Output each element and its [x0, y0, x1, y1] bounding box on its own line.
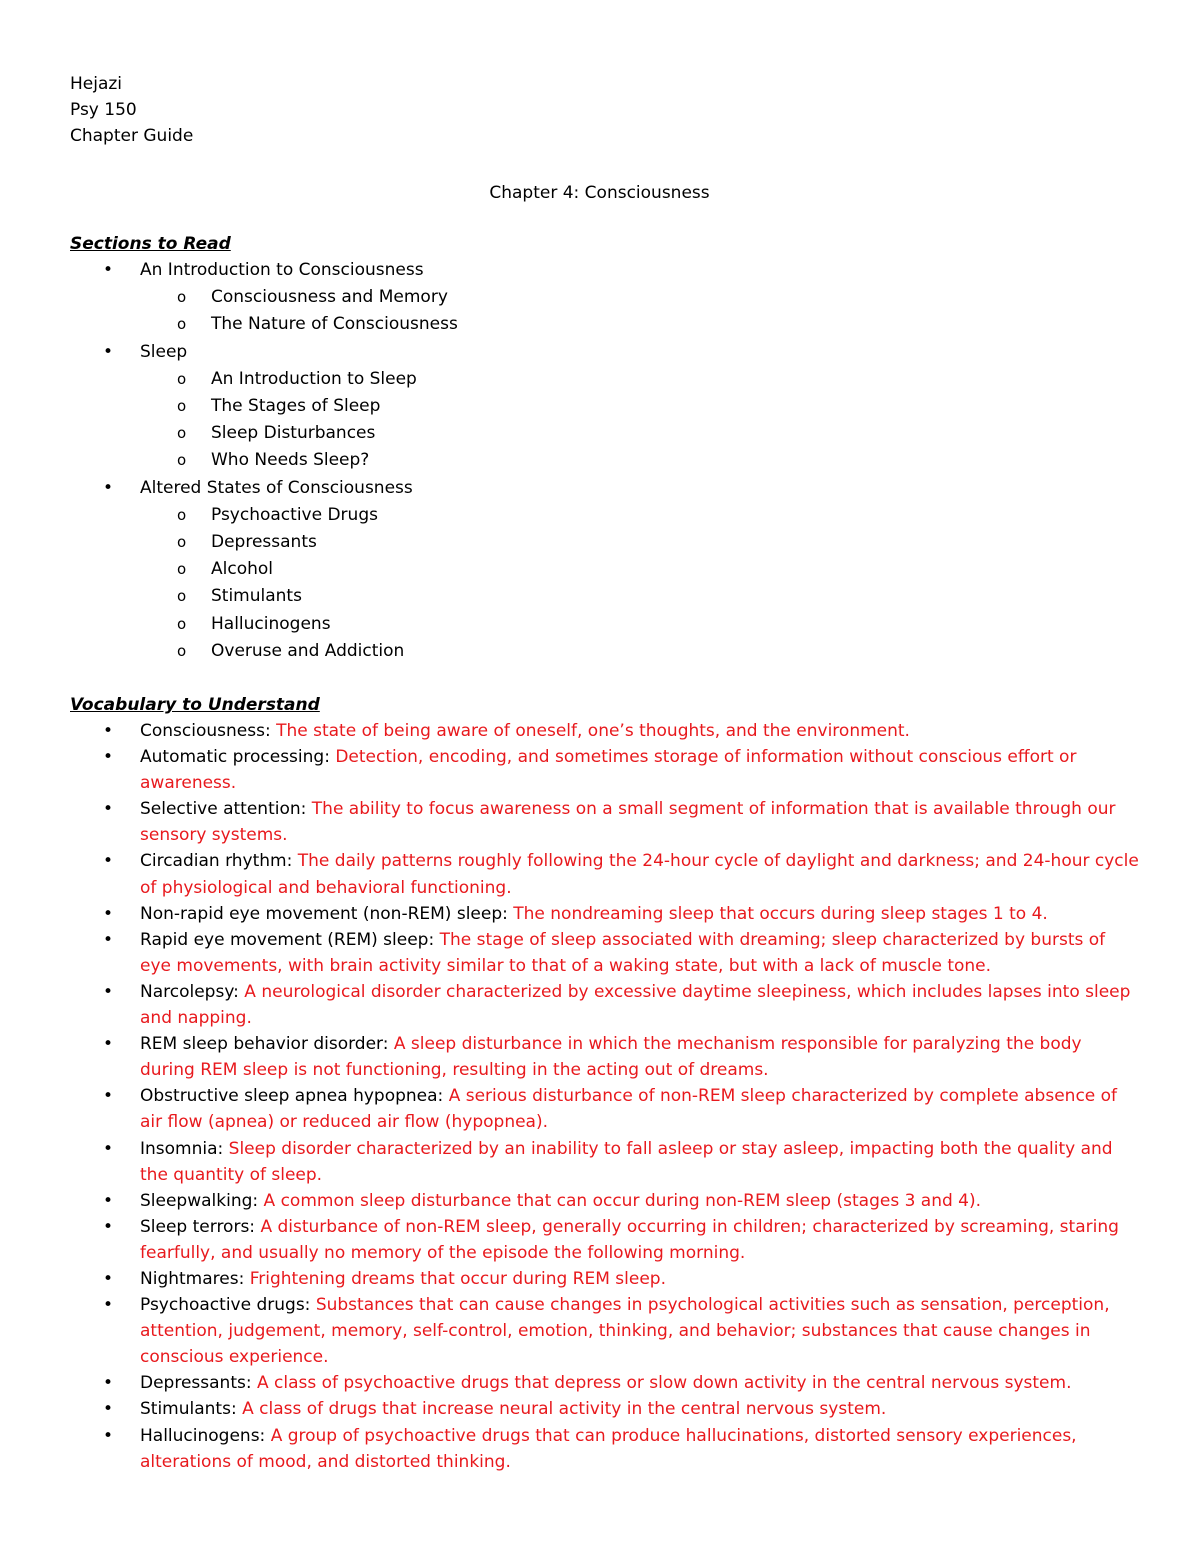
- section-topic: • Altered States of Consciousness: [70, 475, 1140, 502]
- vocab-item: [70, 1214, 1140, 1266]
- vocab-term: Selective attention:: [140, 799, 307, 820]
- vocab-item: [70, 848, 1140, 900]
- vocab-definition: A class of drugs that increase neural activity in the central nervous system.: [242, 1399, 887, 1420]
- vocab-term: Circadian rhythm:: [140, 851, 293, 872]
- section-topic: • Sleep: [70, 339, 1140, 366]
- vocab-term: Psychoactive drugs:: [140, 1295, 311, 1316]
- vocab-term: Obstructive sleep apnea hypopnea:: [140, 1086, 444, 1107]
- vocab-definition: Detection, encoding, and sometimes storage of information without conscious effort or awareness.: [140, 747, 1077, 794]
- document-page: [70, 71, 1140, 1472]
- sections-to-read-heading: Sections to Read: [70, 234, 231, 254]
- vocab-item: [70, 1031, 1140, 1083]
- vocab-term: Nightmares:: [140, 1268, 245, 1289]
- vocab-item: [70, 1188, 1140, 1214]
- vocab-definition: A class of psychoactive drugs that depress or slow down activity in the central nervous system.: [256, 1373, 1072, 1394]
- section-subtopic: o Alcohol: [70, 556, 1140, 583]
- author-name: Hejazi: [70, 74, 123, 94]
- vocab-definition: The daily patterns roughly following the 24-hour cycle of daylight and darkness; and 24-hour cycle of physiological and behavioral functioning.: [140, 851, 1139, 898]
- section-subtopic: o An Introduction to Sleep: [70, 366, 1140, 393]
- vocab-term: Insomnia:: [140, 1138, 224, 1159]
- vocab-term: Sleepwalking:: [140, 1190, 259, 1211]
- vocab-definition: A neurological disorder characterized by excessive daytime sleepiness, which includes lapses into sleep and napping.: [140, 981, 1131, 1029]
- vocab-term: Automatic processing:: [140, 747, 330, 768]
- section-subtopic: o Stimulants: [70, 583, 1140, 610]
- vocab-definition: A sleep disturbance in which the mechanism responsible for paralyzing the body during REM sleep is not functioning, resulting in the acting out of dreams.: [140, 1034, 1082, 1081]
- vocab-item: [70, 1370, 1140, 1396]
- section-subtopic: o Psychoactive Drugs: [70, 502, 1140, 529]
- vocab-item: [70, 927, 1140, 979]
- vocab-term: REM sleep behavior disorder:: [140, 1034, 389, 1055]
- vocabulary-heading: Vocabulary to Understand: [70, 695, 320, 715]
- vocab-definition: The state of being aware of oneself, one’s thoughts, and the environment.: [276, 721, 910, 741]
- section-subtopic: o Consciousness and Memory: [70, 284, 1140, 311]
- vocab-definition: A serious disturbance of non-REM sleep characterized by complete absence of air flow (apnea) or reduced air flow (hypopnea).: [140, 1086, 1118, 1133]
- vocab-term: Non-rapid eye movement (non-REM) sleep:: [140, 903, 508, 924]
- vocab-definition: A disturbance of non-REM sleep, generally occurring in children; characterized by screaming, staring fearfully, and usually no memory of the episode the following morning.: [140, 1216, 1119, 1263]
- vocab-term: Consciousness:: [140, 721, 271, 741]
- vocab-term: Depressants:: [140, 1373, 252, 1394]
- vocab-definition: The ability to focus awareness on a small segment of information that is available through our sensory systems.: [140, 799, 1116, 846]
- vocab-item: [70, 901, 1140, 927]
- vocab-item: [70, 718, 1140, 744]
- vocab-definition: The stage of sleep associated with dreaming; sleep characterized by bursts of eye movements, with brain activity similar to that of a waking state, but with a lack of muscle tone.: [140, 929, 1106, 976]
- section-subtopic: o Depressants: [70, 529, 1140, 556]
- sections-list: [70, 257, 1140, 665]
- vocab-item: [70, 1292, 1140, 1370]
- vocab-item: [70, 979, 1140, 1031]
- document-type: Chapter Guide: [70, 126, 194, 146]
- section-subtopic: o The Nature of Consciousness: [70, 311, 1140, 338]
- vocab-item: [70, 1266, 1140, 1292]
- vocab-item: [70, 744, 1140, 796]
- section-subtopic: o Overuse and Addiction: [70, 638, 1140, 665]
- vocab-term: Sleep terrors:: [140, 1216, 256, 1237]
- vocab-definition: Frightening dreams that occur during REM sleep.: [249, 1268, 666, 1289]
- vocab-term: Rapid eye movement (REM) sleep:: [140, 929, 435, 950]
- vocab-item: [70, 1136, 1140, 1188]
- vocab-definition: Substances that can cause changes in psychological activities such as sensation, perception, attention, judgement, memory, self-control, emotion, thinking, and behavior; substances that cause changes in conscious experience.: [140, 1295, 1110, 1368]
- chapter-title: Chapter 4: Consciousness: [489, 183, 710, 203]
- vocab-item: [70, 796, 1140, 848]
- vocab-item: [70, 1083, 1140, 1135]
- section-subtopic: o The Stages of Sleep: [70, 393, 1140, 420]
- section-subtopic: o Sleep Disturbances: [70, 420, 1140, 447]
- vocab-term: Narcolepsy:: [140, 981, 239, 1002]
- vocab-term: Stimulants:: [140, 1399, 237, 1420]
- vocab-definition: A group of psychoactive drugs that can produce hallucinations, distorted sensory experiences, alterations of mood, and distorted thinking.: [140, 1425, 1077, 1472]
- vocab-definition: The nondreaming sleep that occurs during sleep stages 1 to 4.: [513, 903, 1048, 924]
- vocab-definition: Sleep disorder characterized by an inability to fall asleep or stay asleep, impacting both the quality and the quantity of sleep.: [140, 1138, 1113, 1185]
- section-subtopic: o Hallucinogens: [70, 611, 1140, 638]
- vocab-item: [70, 1423, 1140, 1475]
- vocabulary-list: [70, 718, 1140, 1475]
- vocab-term: Hallucinogens:: [140, 1425, 266, 1446]
- section-topic: • An Introduction to Consciousness: [70, 257, 1140, 284]
- vocab-item: [70, 1396, 1140, 1422]
- vocab-definition: A common sleep disturbance that can occur during non-REM sleep (stages 3 and 4).: [263, 1190, 982, 1211]
- course-code: Psy 150: [70, 100, 137, 120]
- section-subtopic: o Who Needs Sleep?: [70, 447, 1140, 474]
